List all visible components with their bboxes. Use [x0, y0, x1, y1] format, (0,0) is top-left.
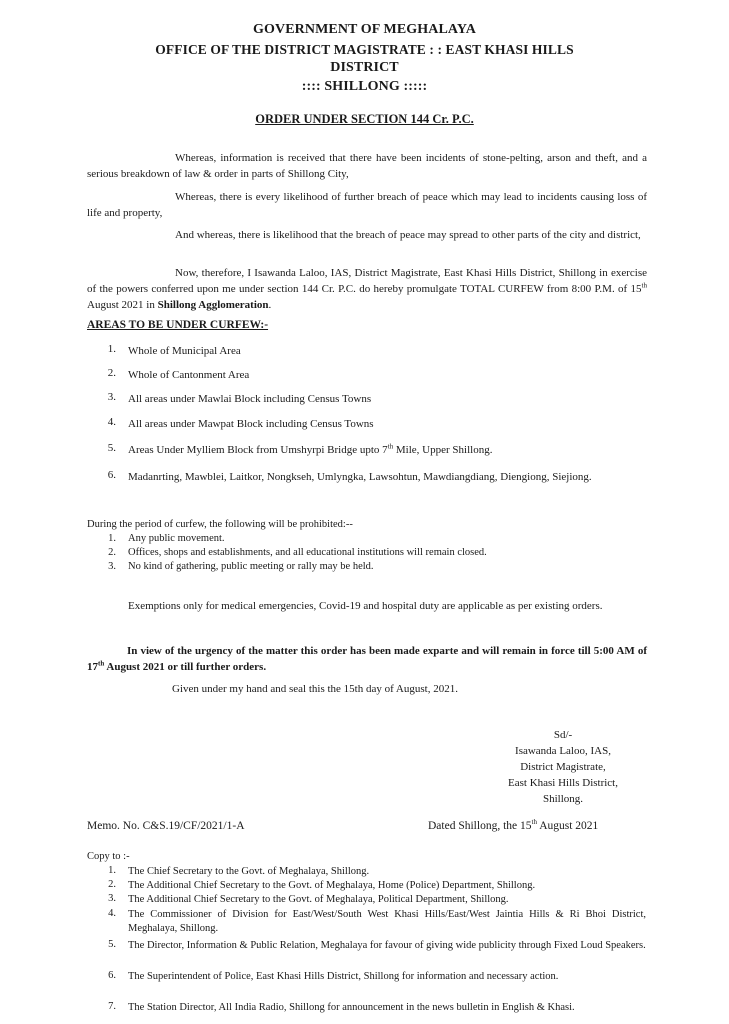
- prohibited-number: 2.: [108, 547, 116, 558]
- prohibited-intro: During the period of curfew, the following will be prohibited:--: [87, 519, 353, 530]
- copy-number: 4.: [108, 908, 116, 919]
- header-district: DISTRICT: [330, 60, 399, 75]
- copy-recipient: The Chief Secretary to the Govt. of Meghalaya, Shillong.: [128, 866, 370, 877]
- header-government: GOVERNMENT OF MEGHALAYA: [253, 22, 476, 37]
- copy-number: 1.: [108, 865, 116, 876]
- memo-date: Dated Shillong, the 15th August 2021: [428, 818, 599, 832]
- area-item: Madanrting, Mawblei, Laitkor, Nongkseh, Umlyngka, Lawsohtun, Mawdiangdiang, Diengiong, Siejiong.: [128, 471, 592, 483]
- exemptions-note: Exemptions only for medical emergencies, Covid-19 and hospital duty are applicable as per existing orders.: [128, 600, 603, 612]
- order-title: ORDER UNDER SECTION 144 Cr. P.C.: [255, 112, 474, 126]
- area-number: 4.: [107, 416, 116, 428]
- prohibited-item: Offices, shops and establishments, and all educational institutions will remain closed.: [128, 547, 487, 558]
- signatory-designation: District Magistrate,: [520, 761, 606, 773]
- copy-recipient: The Additional Chief Secretary to the Govt. of Meghalaya, Home (Police) Department, Shillong.: [128, 880, 536, 891]
- area-number: 6.: [107, 469, 116, 481]
- copy-to-label: Copy to :-: [87, 851, 130, 862]
- signatory-district: East Khasi Hills District,: [508, 777, 618, 789]
- copy-recipient: The Superintendent of Police, East Khasi Hills District, Shillong for information and necessary action.: [128, 971, 559, 982]
- signature-block: [483, 727, 643, 807]
- copy-number: 5.: [108, 939, 116, 950]
- paragraph-now-therefore: Now, therefore, I Isawanda Laloo, IAS, District Magistrate, East Khasi Hills District, Shillong in exercise of the powers conferred upon me under section 144 Cr. P.C. do hereby promulgate TOTAL CURFEW from 8:00 P.M. of 15th August 2021 in Shillong Agglomeration.: [87, 267, 647, 311]
- prohibited-item: No kind of gathering, public meeting or rally may be held.: [128, 561, 374, 572]
- paragraph-whereas-3: And whereas, there is likelihood that the breach of peace may spread to other parts of the city and district,: [175, 229, 641, 241]
- area-item: Areas Under Mylliem Block from Umshyrpi Bridge upto 7th Mile, Upper Shillong.: [128, 442, 493, 456]
- area-number: 5.: [107, 442, 116, 454]
- area-item: All areas under Mawpat Block including Census Towns: [128, 418, 374, 430]
- area-item: Whole of Cantonment Area: [128, 369, 250, 381]
- area-number: 2.: [107, 367, 116, 379]
- paragraph-whereas-1: Whereas, information is received that there have been incidents of stone-pelting, arson and theft, and a serious breakdown of law & order in parts of Shillong City,: [87, 152, 647, 180]
- area-item: Whole of Municipal Area: [128, 345, 241, 357]
- area-number: 3.: [107, 391, 116, 403]
- copy-number: 2.: [108, 879, 116, 890]
- signature-sd: Sd/-: [553, 729, 573, 741]
- memo-number: Memo. No. C&S.19/CF/2021/1-A: [87, 820, 245, 832]
- urgency-statement: In view of the urgency of the matter this order has been made exparte and will remain in force till 5:00 AM of 17th August 2021 or till further orders.: [87, 645, 647, 673]
- header-office: OFFICE OF THE DISTRICT MAGISTRATE : : EAST KHASI HILLS: [155, 42, 574, 57]
- copy-recipient: The Additional Chief Secretary to the Govt. of Meghalaya, Political Department, Shillong.: [128, 894, 509, 905]
- areas-heading: AREAS TO BE UNDER CURFEW:-: [87, 319, 269, 331]
- header-shillong: :::: SHILLONG :::::: [301, 79, 428, 94]
- copy-recipient: The Director, Information & Public Relation, Meghalaya for favour of giving wide publicity through Fixed Loud Speakers.: [128, 940, 646, 951]
- area-number: 1.: [107, 343, 116, 355]
- given-under-hand: Given under my hand and seal this the 15th day of August, 2021.: [172, 683, 458, 695]
- copy-number: 3.: [108, 893, 116, 904]
- prohibited-item: Any public movement.: [128, 533, 225, 544]
- signatory-name: Isawanda Laloo, IAS,: [515, 745, 611, 757]
- signatory-place: Shillong.: [542, 793, 584, 805]
- prohibited-number: 1.: [108, 533, 116, 544]
- area-item: All areas under Mawlai Block including Census Towns: [128, 393, 372, 405]
- copy-number: 6.: [108, 970, 116, 981]
- copy-recipient: The Station Director, All India Radio, Shillong for announcement in the news bulletin in English & Khasi.: [128, 1002, 575, 1013]
- prohibited-number: 3.: [108, 561, 116, 572]
- paragraph-whereas-2: Whereas, there is every likelihood of further breach of peace which may lead to incidents causing loss of life and property,: [87, 191, 647, 219]
- copy-recipient: The Commissioner of Division for East/West/South West Khasi Hills/East/West Jaintia Hills & Ri Bhoi District, Meghalaya, Shillong.: [128, 909, 646, 934]
- copy-number: 7.: [108, 1001, 116, 1012]
